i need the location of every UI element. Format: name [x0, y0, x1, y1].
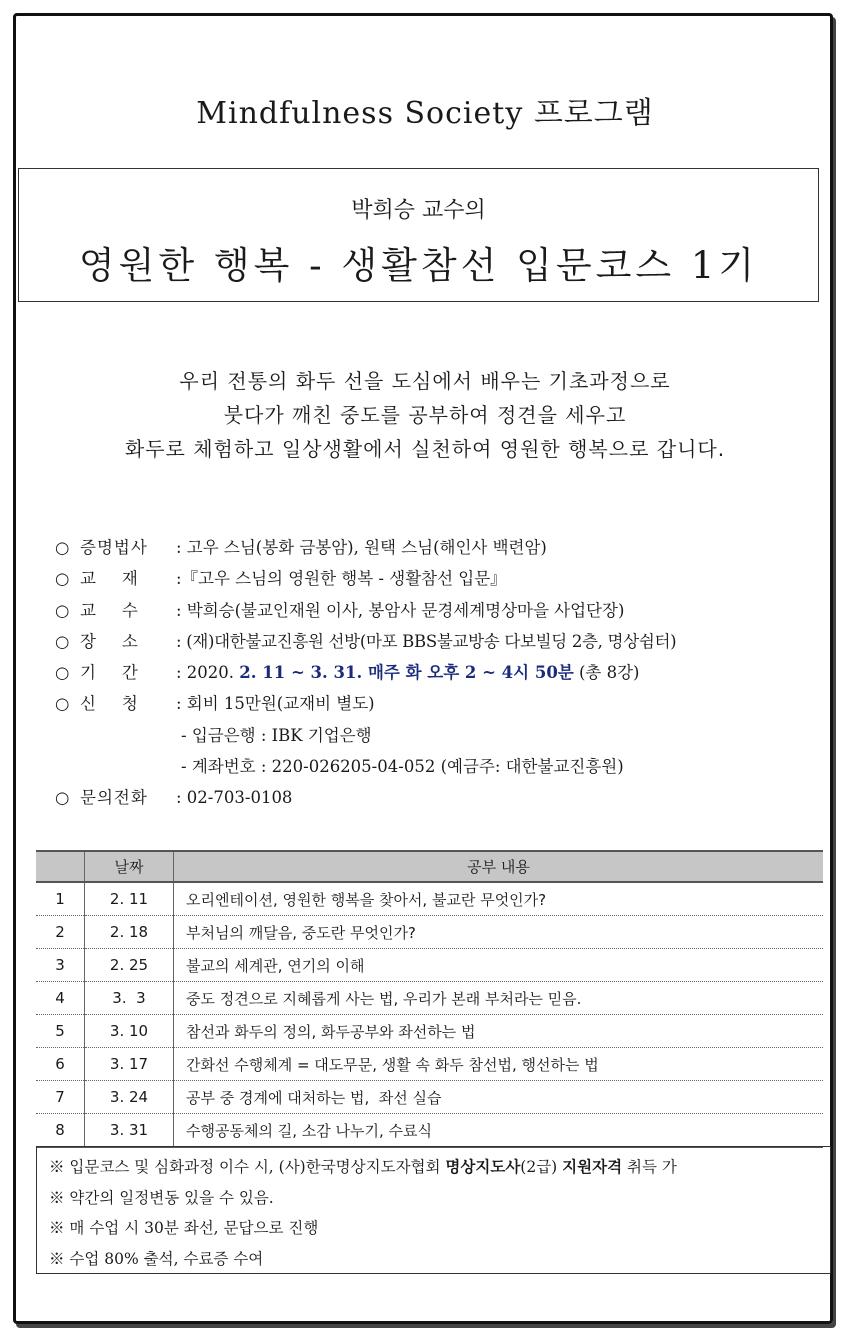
header-content: 공부 내용 — [174, 851, 824, 882]
session-content: 오리엔테이션, 영원한 행복을 찾아서, 불교란 무엇인가? — [174, 882, 824, 916]
program-title: Mindfulness Society 프로그램 — [196, 96, 654, 131]
circle-bullet-icon: ○ — [55, 600, 70, 620]
info-label: 교 재 — [80, 569, 139, 589]
info-value: : 박희승(불교인재원 이사, 봉암사 문경세계명상마을 사업단장) — [176, 600, 625, 620]
session-number: 1 — [36, 882, 85, 916]
session-number: 6 — [36, 1048, 85, 1081]
session-content: 간화선 수행체계 = 대도무문, 생활 속 화두 참선법, 행선하는 법 — [174, 1048, 824, 1081]
intro-line: 화두로 체험하고 일상생활에서 실천하여 영원한 행복으로 갑니다. — [124, 437, 726, 461]
session-content: 수행공동체의 길, 소감 나누기, 수료식 — [174, 1114, 824, 1148]
info-value: : 02-703-0108 — [176, 788, 293, 808]
session-date: 3. 31 — [85, 1114, 174, 1148]
table-row — [36, 882, 823, 916]
note-item: ※ 약간의 일정변동 있을 수 있음. — [49, 1188, 274, 1207]
info-label: 교 수 — [80, 600, 139, 620]
header-number — [36, 851, 85, 882]
session-date: 3. 24 — [85, 1081, 174, 1114]
info-row-textbook — [55, 563, 676, 594]
session-content: 불교의 세계관, 연기의 이해 — [174, 949, 824, 982]
session-number: 7 — [36, 1081, 85, 1114]
circle-bullet-icon: ○ — [55, 569, 70, 589]
notes-box — [36, 1146, 831, 1274]
info-value: :『고우 스님의 영원한 행복 - 생활참선 입문』 — [176, 569, 507, 589]
info-row-contact — [55, 782, 676, 813]
session-number: 4 — [36, 982, 85, 1015]
table-row — [36, 1114, 823, 1148]
info-value: : 회비 15만원(교재비 별도) — [176, 694, 375, 714]
note-bold-text: 명상지도사 — [445, 1157, 521, 1176]
info-label: 신 청 — [80, 694, 139, 714]
note-item: ※ 수업 80% 출석, 수료증 수여 — [49, 1249, 264, 1268]
schedule-header-row — [36, 851, 823, 882]
note-item: ※ 매 수업 시 30분 좌선, 문답으로 진행 — [49, 1219, 319, 1237]
session-date: 2. 18 — [85, 916, 174, 949]
session-content: 공부 중 경계에 대처하는 법, 좌선 실습 — [174, 1081, 824, 1114]
note-text: ※ 입문코스 및 심화과정 이수 시, (사)한국명상지도자협회 — [49, 1158, 446, 1176]
session-date: 3. 17 — [85, 1048, 174, 1081]
table-row — [36, 982, 823, 1015]
table-row — [36, 916, 823, 949]
circle-bullet-icon: ○ — [55, 663, 70, 683]
session-number: 8 — [36, 1114, 85, 1148]
circle-bullet-icon: ○ — [55, 788, 70, 808]
circle-bullet-icon: ○ — [55, 538, 70, 557]
bank-info: - 입금은행 : IBK 기업은행 — [181, 725, 372, 745]
course-subtitle: 박희승 교수의 — [351, 198, 486, 223]
info-value: : (재)대한불교진흥원 선방(마포 BBS불교방송 다보빌딩 2층, 명상쉼터) — [176, 631, 677, 651]
session-date: 3. 10 — [85, 1015, 174, 1048]
session-content: 부처님의 깨달음, 중도란 무엇인가? — [174, 916, 824, 949]
session-number: 3 — [36, 949, 85, 982]
table-row — [36, 949, 823, 982]
info-row-account — [55, 751, 676, 782]
note-text: (2급) — [520, 1158, 563, 1176]
session-number: 2 — [36, 916, 85, 949]
note-certification — [49, 1152, 830, 1183]
period-prefix: : 2020. — [176, 663, 240, 683]
table-row — [36, 1015, 823, 1048]
info-label: 장 소 — [80, 631, 139, 651]
period-highlight: 2. 11 ~ 3. 31. 매주 화 오후 2 ~ 4시 50분 — [239, 663, 574, 683]
session-number: 5 — [36, 1015, 85, 1048]
session-date: 2. 11 — [85, 882, 174, 916]
info-row-instructor — [55, 595, 676, 626]
schedule-table — [36, 850, 823, 1148]
course-info-list — [55, 532, 676, 814]
circle-bullet-icon: ○ — [55, 631, 70, 651]
header-date: 날짜 — [85, 851, 174, 882]
session-content: 중도 정견으로 지혜롭게 사는 법, 우리가 본래 부처라는 믿음. — [174, 982, 824, 1015]
info-label: 기 간 — [80, 663, 139, 683]
intro-line: 붓다가 깨친 중도를 공부하여 정견을 세우고 — [223, 403, 627, 427]
course-header-box — [18, 168, 819, 302]
note-text: 취득 가 — [622, 1158, 677, 1176]
info-row-period — [55, 657, 676, 688]
session-content: 참선과 화두의 정의, 화두공부와 좌선하는 법 — [174, 1015, 824, 1048]
info-label: 증명법사 — [80, 538, 148, 557]
course-title: 영원한 행복 - 생활참선 입문코스 1기 — [78, 244, 759, 287]
info-row-registration — [55, 688, 676, 719]
account-info: - 계좌번호 : 220-026205-04-052 (예금주: 대한불교진흥원) — [181, 757, 624, 777]
table-row — [36, 1081, 823, 1114]
intro-text — [0, 364, 850, 466]
info-value: : 고우 스님(봉화 금봉암), 원택 스님(해인사 백련암) — [176, 538, 547, 557]
table-row — [36, 1048, 823, 1081]
info-row-location — [55, 626, 676, 657]
info-label: 문의전화 — [80, 788, 148, 808]
note-bold-text: 지원자격 — [562, 1157, 623, 1176]
session-date: 3. 3 — [85, 982, 174, 1015]
info-row-bank — [55, 720, 676, 751]
period-suffix: (총 8강) — [573, 663, 640, 683]
session-date: 2. 25 — [85, 949, 174, 982]
info-row-certifier — [55, 532, 676, 563]
circle-bullet-icon: ○ — [55, 694, 70, 714]
intro-line: 우리 전통의 화두 선을 도심에서 배우는 기초과정으로 — [179, 369, 671, 393]
